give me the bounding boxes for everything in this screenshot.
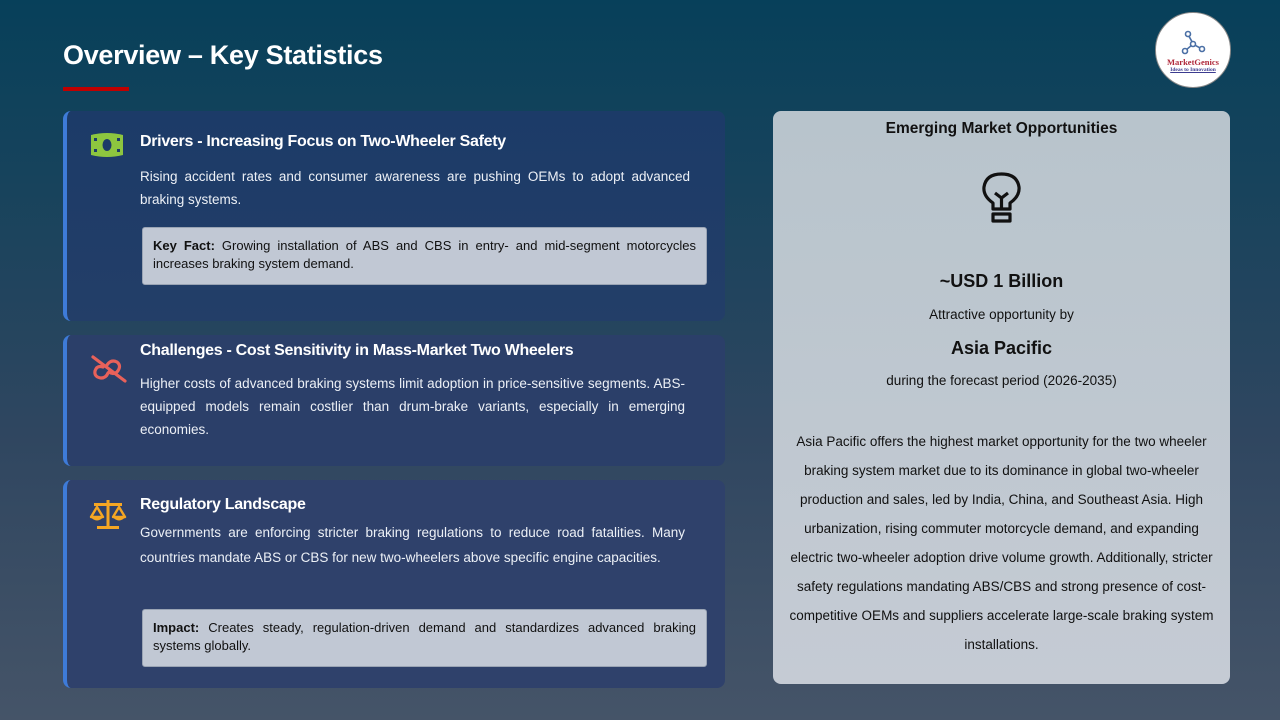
opportunity-amount: ~USD 1 Billion xyxy=(939,271,1064,291)
regulatory-card xyxy=(63,480,725,688)
opportunity-period: during the forecast period (2026-2035) xyxy=(886,373,1117,388)
lightbulb-icon xyxy=(979,171,1024,225)
opportunity-panel xyxy=(773,111,1230,684)
regulatory-heading: Regulatory Landscape xyxy=(140,496,306,513)
impact-label: Impact: xyxy=(153,620,200,635)
regulatory-body: Governments are enforcing stricter braking regulations to reduce road fatalities. Many countries mandate ABS or CBS for new two-wheelers above specific engine capacities. xyxy=(140,525,685,565)
page-title: Overview – Key Statistics xyxy=(63,40,383,70)
title-underline xyxy=(63,87,129,91)
impact-text: Creates steady, regulation-driven demand and standardizes advanced braking systems globally. xyxy=(153,620,696,653)
key-fact-text: Growing installation of ABS and CBS in entry- and mid-segment motorcycles increases braking system demand. xyxy=(153,238,696,271)
drivers-body: Rising accident rates and consumer awareness are pushing OEMs to adopt advanced braking systems. xyxy=(140,169,690,207)
opportunity-subtitle: Attractive opportunity by xyxy=(929,307,1074,322)
broken-link-icon xyxy=(89,353,129,385)
drivers-heading: Drivers - Increasing Focus on Two-Wheeler Safety xyxy=(140,133,506,150)
logo-name: MarketGenics xyxy=(1167,56,1219,67)
challenges-body: Higher costs of advanced braking systems limit adoption in price-sensitive segments. ABS-equipped models remain costlier than drum-brake variants, especially in emerging economies. xyxy=(140,376,685,437)
balance-scale-icon xyxy=(89,498,127,530)
key-fact-label: Key Fact: xyxy=(153,238,215,253)
challenges-card xyxy=(63,335,725,466)
money-bill-icon xyxy=(89,131,125,159)
opportunity-region: Asia Pacific xyxy=(950,338,1053,358)
company-logo xyxy=(1155,12,1231,88)
opportunity-title: Emerging Market Opportunities xyxy=(885,120,1118,137)
key-fact-box xyxy=(142,227,707,285)
network-nodes-icon xyxy=(1180,30,1206,56)
logo-tagline: Ideas to Innovation xyxy=(1170,66,1216,73)
drivers-card xyxy=(63,111,725,321)
impact-box xyxy=(142,609,707,667)
opportunity-description: Asia Pacific offers the highest market opportunity for the two wheeler braking system market due to its dominance in global two-wheeler production and sales, led by India, China, and Southeast Asia. High urbanization, rising commuter motorcycle demand, and expanding electric two-wheeler adoption drive volume growth. Additionally, stricter safety regulations mandating ABS/CBS and strong presence of cost-competitive OEMs and suppliers accelerate large-scale braking system installations. xyxy=(789,434,1214,652)
challenges-heading: Challenges - Cost Sensitivity in Mass-Market Two Wheelers xyxy=(140,342,574,359)
